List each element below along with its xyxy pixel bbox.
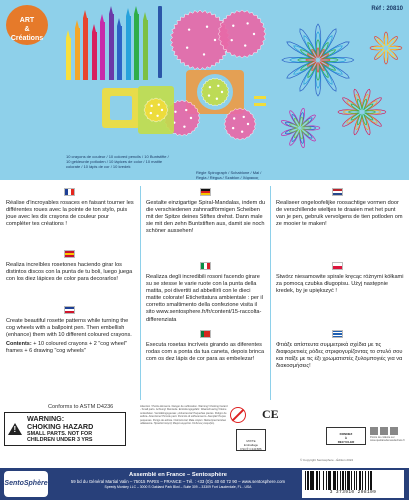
triman-line1: DONNEZ — [339, 432, 353, 436]
rosette-mini — [370, 32, 402, 64]
paragraph-polish: Stwórz niesamowite spirale kręcąc różnymi kółkami za pomocą czubka długopisu. Użyj następnie kredek, by je upiększyć ! — [276, 274, 404, 295]
barcode-bars — [305, 471, 401, 490]
certification-icons — [228, 405, 406, 453]
fsc-sub: Emballage — [243, 443, 259, 447]
column-divider-left — [140, 186, 141, 400]
gear-hole — [183, 125, 185, 127]
caption-pencils: 10 crayons de couleur / 10 colored pencils / 10 Buntstifte / 10 gekleurde potloden / 10 lápices de color / 10 matite colorate / 10 lápis de cor / 10 kredek — [66, 154, 169, 169]
spiral-tools-illustration — [0, 0, 409, 180]
flag-stripe — [207, 331, 210, 337]
astm-conformity: Conforms to ASTM D4236 — [48, 404, 114, 410]
footer-bar — [0, 468, 409, 500]
column-divider-right — [270, 186, 271, 400]
flag-poland-icon — [332, 262, 343, 270]
paragraph-german: Gestalte einzigartige Spiral-Mandalas, indem du die verschiedenen zahnradförmigen Scheiben mit der Spitze deines Stiftes drehst. Dann male sie mit den zehn Buntstiften aus, damit sie noch schöner aussehen! — [146, 200, 266, 235]
product-reference: Réf : 20810 — [371, 6, 403, 12]
flag-stripe — [333, 266, 342, 269]
triman-line3: RECYCLER — [337, 440, 355, 444]
gear-hole — [190, 117, 192, 119]
gear-hole — [233, 117, 235, 119]
text-french — [6, 200, 134, 230]
text-spanish — [6, 262, 134, 285]
paragraph-dutch: Realiseer ongeloofelijke roosachtige vormen door de verschillende wieltjes te draaien met het punt van je pen, gebruik vervolgens de tien potloden om ze mooier te maken! — [276, 200, 403, 228]
gear-hole — [243, 116, 245, 118]
rosette-small — [281, 108, 320, 147]
choking-hazard-warning — [4, 412, 126, 446]
gear-hole — [185, 109, 187, 111]
text-italian — [146, 274, 266, 326]
paragraph-french: Réalise d'incroyables rosaces en faisant tourner les différentes roues avec la pointe de ton stylo, puis joue avec les dix crayons de couleur pour compléter tes créations ! — [6, 200, 134, 228]
gear-hole — [150, 112, 152, 114]
text-portuguese — [146, 342, 266, 365]
recycle-text: Points de collecte sur www.quefairedemesdechets.fr — [370, 436, 405, 443]
flag-uk-icon — [64, 306, 75, 314]
gear-hole — [232, 25, 234, 27]
flag-italy-icon — [200, 262, 211, 270]
gear-hole — [156, 115, 158, 117]
flag-netherlands-icon — [332, 188, 343, 196]
gear-hole — [232, 127, 234, 129]
rosette-medium — [338, 89, 386, 135]
rosette-large — [306, 48, 330, 72]
warning-line2: CHILDREN UNDER 3 YRS — [27, 437, 93, 443]
barcode-number: 3 373910 208109 — [329, 490, 377, 495]
gear-yellow — [144, 98, 168, 122]
paragraph-spanish: Realiza increíbles rosetones haciendo girar los distintos discos con la punta de tu boli, luego juega con los diez lápices de color para decorarlos! — [6, 262, 133, 283]
caption-ruler: Règle Spirograph / Schablone / Mal / Regla / Régua / Szablon / Χάρακας — [196, 170, 262, 180]
rosette-large — [282, 24, 354, 96]
frame-yellow-hole — [110, 96, 132, 120]
paragraph-greek: Φτιάξε απίστευτα συμμετρικά σχέδια με τις διαφορετικές ρόδες στριφογυρίζοντας το στυλό σου και παίξε με τις έξι χρωματιστές ξυλομπογιές για να διακοσμήσεις! — [276, 342, 403, 370]
not-under-3-icon — [230, 407, 246, 423]
gear-hole — [150, 105, 152, 107]
paragraph-italian: Realizza degli incredibili rosoni facendo girare su se stesse le varie ruote con la punta della matita, poi divertiti ad abbellirli con le dieci matite colorate! Etichettatura ambientale : per il corretto smaltimento della confezione visita il sito www.sentosphere.fr/fr/content/15-raccolta-differenziata — [146, 274, 263, 323]
contents-text: + 10 coloured crayons + 2 "cog wheel" frames + 6 drawing "cog wheels" — [6, 341, 127, 355]
contents-list — [6, 341, 134, 355]
sentosphere-logo: SentoSphère — [4, 471, 48, 497]
flag-portugal-icon — [200, 330, 211, 338]
warning-line1: SMALL PARTS. NOT FOR — [27, 430, 93, 437]
flag-greece-icon — [332, 330, 343, 338]
flag-stripe — [201, 193, 210, 195]
text-english — [6, 318, 134, 355]
gear-hole — [188, 28, 190, 30]
logo-line2: & — [24, 26, 30, 33]
gear-hole — [174, 111, 176, 113]
warning-text — [27, 415, 93, 444]
flag-stripe — [65, 311, 74, 313]
logo-line3: Créations — [10, 35, 44, 42]
fsc-code: FSC® C141586 — [240, 447, 262, 451]
flag-stripe — [333, 193, 342, 195]
barcode-bar — [372, 471, 373, 490]
text-polish — [276, 274, 404, 297]
flag-france-icon — [64, 188, 75, 196]
paragraph-portuguese: Executa rosetas incríveis girando as diferentes rodas com a ponta da tua caneta, depois brinca com os dez lápis de cor para as embelezar! — [146, 342, 265, 363]
footer-address — [56, 471, 300, 490]
gear-hole — [253, 33, 255, 35]
footer-line3: Speedy Monkey LLC – 3000 S Oakland Park Blvd – Suite 309 – 33309 Fort Lauderdale, FL - USA — [104, 485, 252, 489]
barcode — [302, 470, 404, 498]
gear-hole — [216, 98, 218, 100]
text-dutch — [276, 200, 404, 230]
warning-title: WARNING: — [27, 413, 65, 423]
gear-hole — [246, 22, 248, 24]
gear-hole — [186, 47, 188, 49]
recycle-icon-1 — [370, 427, 378, 435]
logo-line1: ART — [19, 17, 35, 24]
gear-hole — [241, 131, 243, 133]
contents-label: Contents: — [6, 341, 32, 348]
gear-hole — [221, 91, 223, 93]
rosette-large — [298, 40, 338, 80]
ce-mark: CE — [262, 407, 279, 421]
recycle-pictograms — [370, 427, 404, 435]
flag-germany-icon — [200, 188, 211, 196]
gear-hole — [158, 103, 160, 105]
recycling-info — [370, 427, 404, 445]
fsc-label: MIXTE — [246, 439, 256, 443]
flag-stripe — [71, 189, 74, 195]
equal-bar-top — [254, 96, 266, 99]
warning-triangle-icon — [8, 423, 22, 435]
fsc-logo — [236, 429, 266, 451]
warning-hazard: CHOKING HAZARD — [27, 421, 94, 431]
gear-hole — [203, 53, 205, 55]
gear-hole — [214, 39, 216, 41]
text-german — [146, 200, 266, 237]
flag-stripe — [65, 255, 74, 257]
footer-line1: Assemblé en France – Sentosphère — [129, 472, 227, 478]
gear-hole — [217, 85, 219, 87]
flag-spain-icon — [64, 250, 75, 258]
gear-hole — [161, 109, 163, 111]
gear-hole — [247, 123, 249, 125]
equal-bar-bottom — [254, 103, 266, 106]
text-greek — [276, 342, 404, 372]
rosette-mini — [374, 36, 399, 61]
recycle-icon-2 — [380, 427, 388, 435]
copyright-notice: © Copyright Sentosphere - Édition 2024 — [300, 458, 354, 462]
gear-hole — [206, 26, 208, 28]
triman-line2: À — [344, 436, 348, 440]
flag-stripe — [333, 336, 342, 337]
multilingual-warnings: Attention ! Petits éléments. Danger de suffocation. Warning! Choking hazard - Small parts. Achtung! Kleinteile. Erstickungsgefahr. Waarschuwing! Kleine onderdelen. Verstikkingsgevaar. ¡Advertencia! Pequeñas piezas. Peligro de asfixia. Attenzione! Piccole parti. Pericolo di soffocamento. Atenção! Peças pequenas. Perigo de asfixia. Ostrzeżenie! Małe części. Niebezpieczeństwo udławienia. Προειδοποίηση! Μικρά κομμάτια. Κίνδυνος ασφυξίας. — [140, 405, 228, 426]
gear-hole — [244, 44, 246, 46]
footer-line2: 59 bd du Général Martial Valin – 75015 PARIS – FRANCE – Tél. : +33 (0)1 40 60 72 90 – www.sentosphere.com — [70, 479, 286, 484]
gear-hole — [231, 39, 233, 41]
recycle-icon-3 — [390, 427, 398, 435]
triman-logo — [326, 427, 366, 445]
gear-hole — [208, 94, 210, 96]
flag-stripe — [207, 263, 210, 269]
gear-hole — [209, 86, 211, 88]
paragraph-english: Create beautiful rosette patterns while turning the cog wheels with a ballpoint pen. Then embellish (enhance) them with 10 different coloured crayons. — [6, 318, 132, 339]
